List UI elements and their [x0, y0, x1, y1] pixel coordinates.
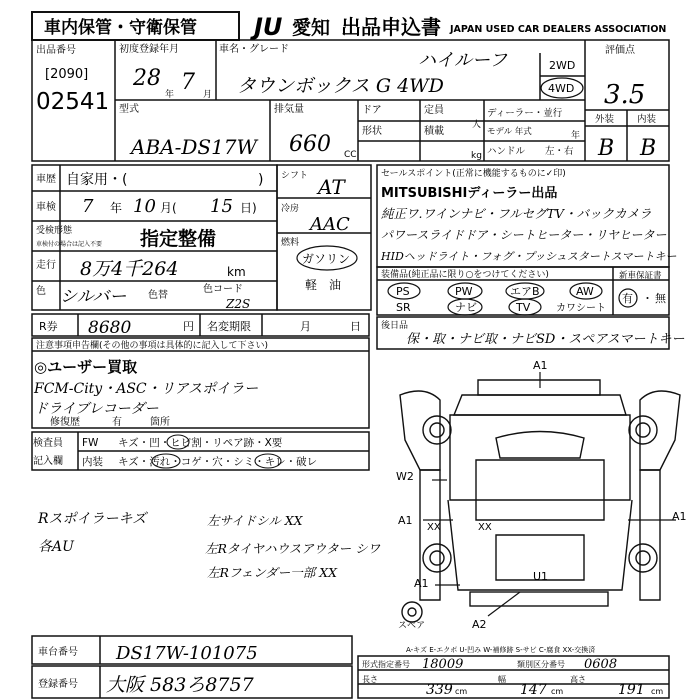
- drive-4wd: 4WD: [548, 82, 575, 95]
- inspection-day-unit: 日): [240, 201, 257, 215]
- diagram-w2: W2: [396, 470, 414, 483]
- equipment-kawa-seat: カワシート: [556, 303, 606, 314]
- handle-label: ハンドル: [487, 146, 526, 157]
- color-label: 色: [36, 286, 46, 297]
- spec-height: 191: [618, 682, 645, 698]
- registration-month-suffix: 月: [203, 90, 213, 100]
- rating-label: 評価点: [605, 45, 635, 56]
- spec-height-label: 高さ: [570, 675, 586, 684]
- association-name: JAPAN USED CAR DEALERS ASSOCIATION: [450, 24, 667, 35]
- after-sales-label: 後日品: [381, 321, 409, 331]
- door-label: ドア: [362, 105, 382, 116]
- usage-value: 自家用・(: [66, 172, 128, 188]
- displacement-value: 660: [289, 132, 331, 157]
- diagram-legend: A-キズ E-エクボ U-凹み W-補修跡 S-サビ C-腐食 XX-交換済: [406, 646, 596, 654]
- spec-width: 147: [520, 682, 547, 698]
- sales-point-1: MITSUBISHIディーラー出品: [381, 186, 558, 201]
- form-title: 出品申込書: [341, 15, 441, 39]
- inspector-row-1-label: FW: [82, 437, 99, 449]
- color-code-value: Z2S: [226, 297, 251, 311]
- color-value: シルバー: [60, 287, 127, 307]
- displacement-unit: CC: [344, 150, 357, 160]
- fuel-diesel: 軽 油: [305, 278, 342, 292]
- vehicle-name-label: 車名・グレード: [219, 44, 289, 55]
- spec-type-label: 形式指定番号: [362, 660, 410, 669]
- warranty-yes: 有: [622, 292, 633, 305]
- interior-label: 内装: [637, 114, 657, 125]
- diagram-a1-bottom: A1: [414, 577, 429, 590]
- spec-length: 339: [426, 682, 453, 698]
- repair-history-value: 有: [112, 417, 122, 428]
- load-label: 積載: [424, 126, 444, 137]
- spec-class-label: 類別区分番号: [517, 660, 565, 669]
- model-year-label: モデル 年式: [487, 127, 532, 137]
- diagram-a1-top: A1: [533, 359, 548, 372]
- diagram-a2: A2: [472, 618, 487, 631]
- mileage-value: 8万4千264: [80, 258, 179, 280]
- inspector-row-1: キズ・凹・ヒビ割・リペア跡・X要: [118, 437, 283, 449]
- spec-width-label: 幅: [498, 675, 506, 684]
- recycle-label: R券: [39, 320, 58, 333]
- sales-points-label: セールスポイント(正常に機能するものに✓印): [381, 169, 566, 179]
- after-sales-value: 保・取・ナビ取・ナビSD・スペアスマートキー: [406, 332, 685, 347]
- remark-right-2: 左Rタイヤハウスアウター シワ: [205, 541, 381, 556]
- spec-class-number: 0608: [584, 657, 618, 672]
- reception-value: 指定整備: [140, 228, 217, 250]
- lot-number: 02541: [36, 89, 110, 115]
- spec-type-number: 18009: [422, 657, 464, 672]
- model-year-unit: 年: [571, 131, 581, 141]
- lot-sub-number: [2090]: [45, 67, 89, 82]
- fuel-gas: ガソリン: [302, 252, 351, 266]
- inspector-row-2: キズ・汚れ・コゲ・穴・シミ・キレ・破レ: [118, 456, 318, 468]
- repair-location: 箇所: [150, 417, 170, 428]
- lot-label: 出品番号: [36, 45, 76, 56]
- chassis-number: DS17W-101075: [116, 643, 258, 664]
- remark-right-1: 左サイドシル XX: [207, 513, 303, 528]
- registration-label: 初度登録年月: [119, 44, 179, 55]
- inspection-month: 10: [133, 196, 156, 217]
- diagram-spare: スペア: [398, 621, 426, 631]
- displacement-label: 排気量: [274, 104, 304, 115]
- spec-length-unit: cm: [455, 687, 468, 696]
- equipment-sr: SR: [396, 301, 411, 314]
- mileage-label: 走行: [36, 260, 56, 271]
- color-code-label: 色コード: [203, 284, 243, 295]
- repair-history-label: 修復歴: [50, 417, 80, 428]
- shift-label: シフト: [281, 171, 309, 181]
- diagram-xx-left: XX: [427, 522, 441, 533]
- inspection-label: 車検: [36, 202, 56, 213]
- remark-right-3: 左Rフェンダー一部 XX: [207, 565, 338, 580]
- ju-logo: JU: [254, 13, 283, 41]
- ju-logo-text: 愛知: [292, 17, 331, 39]
- reception-note: 車検付の場合は記入不要: [36, 241, 103, 248]
- vehicle-grade: タウンボックス G 4WD: [237, 75, 444, 97]
- storage-stamp: 車内保管・守衛保管: [44, 18, 197, 38]
- remark-left-1: Rスポイラーキズ: [38, 511, 147, 527]
- equipment-ps: PS: [396, 285, 410, 298]
- registration-year-suffix: 年: [165, 90, 175, 100]
- vehicle-type: ABA-DS17W: [131, 135, 258, 159]
- fuel-label: 燃料: [281, 238, 300, 248]
- equipment-airbag: エアB: [510, 285, 540, 298]
- drive-2wd: 2WD: [549, 59, 576, 72]
- mileage-unit: km: [227, 265, 246, 279]
- shift-value: AT: [318, 175, 345, 199]
- type-label: 型式: [119, 104, 139, 115]
- sales-point-2: 純正ワ.ワインナビ・フルセグTV・バックカメラ: [381, 206, 652, 221]
- equipment-label: 装備品(純正品に限り○をつけてください): [381, 270, 549, 280]
- inspector-row-2-label: 内装: [82, 456, 103, 468]
- usage-label: 車歴: [36, 174, 56, 185]
- remark-left-2: 各AU: [38, 539, 74, 555]
- reception-label: 受検形態: [36, 226, 73, 236]
- chassis-label: 車台番号: [38, 647, 78, 658]
- handle-options: 左・右: [545, 146, 574, 157]
- ac-value: AAC: [310, 214, 350, 235]
- name-change-label: 名変期限: [207, 320, 251, 333]
- rating-score: 3.5: [604, 80, 646, 110]
- plate-label: 登録番号: [38, 679, 78, 690]
- notes-line-1: ◎ユーザー買取: [34, 358, 138, 376]
- warranty-no: 無: [655, 292, 666, 305]
- diagram-xx-mid: XX: [478, 522, 492, 533]
- vehicle-model-name: ハイルーフ: [418, 50, 508, 71]
- interior-grade: B: [640, 136, 657, 161]
- exterior-grade: B: [598, 136, 615, 161]
- spec-height-unit: cm: [651, 687, 664, 696]
- inspection-year: 7: [82, 196, 94, 217]
- name-change-day: 日: [350, 320, 361, 333]
- capacity-unit: 人: [472, 120, 482, 130]
- registration-year: 28: [133, 66, 161, 91]
- sales-point-4: HIDヘッドライト・フォグ・プッシュスタートスマートキー: [381, 250, 677, 263]
- name-change-month: 月: [300, 320, 311, 333]
- recycle-value: 8680: [88, 318, 132, 338]
- inspection-day: 15: [210, 196, 233, 217]
- diagram-a1-right: A1: [672, 510, 687, 523]
- inspector-label-1: 検査員: [33, 438, 63, 449]
- diagram-a1-left: A1: [398, 514, 413, 527]
- ac-label: 冷房: [281, 204, 300, 214]
- equipment-aw: AW: [576, 285, 594, 298]
- equipment-navi: ナビ: [455, 301, 477, 314]
- color-exchange-label: 色替: [148, 290, 168, 301]
- warranty-separator: ・: [642, 292, 653, 305]
- warranty-label: 新車保証書: [619, 271, 662, 281]
- notes-label: 注意事項申告欄(その他の事項は具体的に記入して下さい): [36, 341, 269, 351]
- equipment-tv: TV: [516, 301, 531, 314]
- plate-number: 大阪 583ろ8757: [106, 674, 254, 696]
- spec-width-unit: cm: [551, 687, 564, 696]
- load-unit: kg: [471, 151, 482, 161]
- registration-month: 7: [181, 70, 195, 95]
- exterior-label: 外装: [595, 114, 615, 125]
- notes-line-3: ドライブレコーダー: [34, 401, 159, 417]
- notes-line-2: FCM-City・ASC・リアスポイラー: [34, 381, 259, 397]
- shape-label: 形状: [362, 126, 382, 137]
- inspector-label-2: 記入欄: [33, 456, 63, 467]
- diagram-u1: U1: [533, 570, 549, 583]
- spec-length-label: 長さ: [362, 675, 378, 684]
- equipment-pw: PW: [455, 285, 473, 298]
- inspection-year-unit: 年: [110, 201, 123, 215]
- sales-point-3: パワースライドドア・シートヒーター・リヤヒーター: [381, 228, 667, 242]
- dealer-label: ディーラー・並行: [487, 108, 563, 119]
- usage-close: ): [258, 172, 264, 188]
- recycle-unit: 円: [183, 320, 194, 333]
- capacity-label: 定員: [424, 105, 444, 116]
- inspection-month-unit: 月(: [160, 201, 177, 215]
